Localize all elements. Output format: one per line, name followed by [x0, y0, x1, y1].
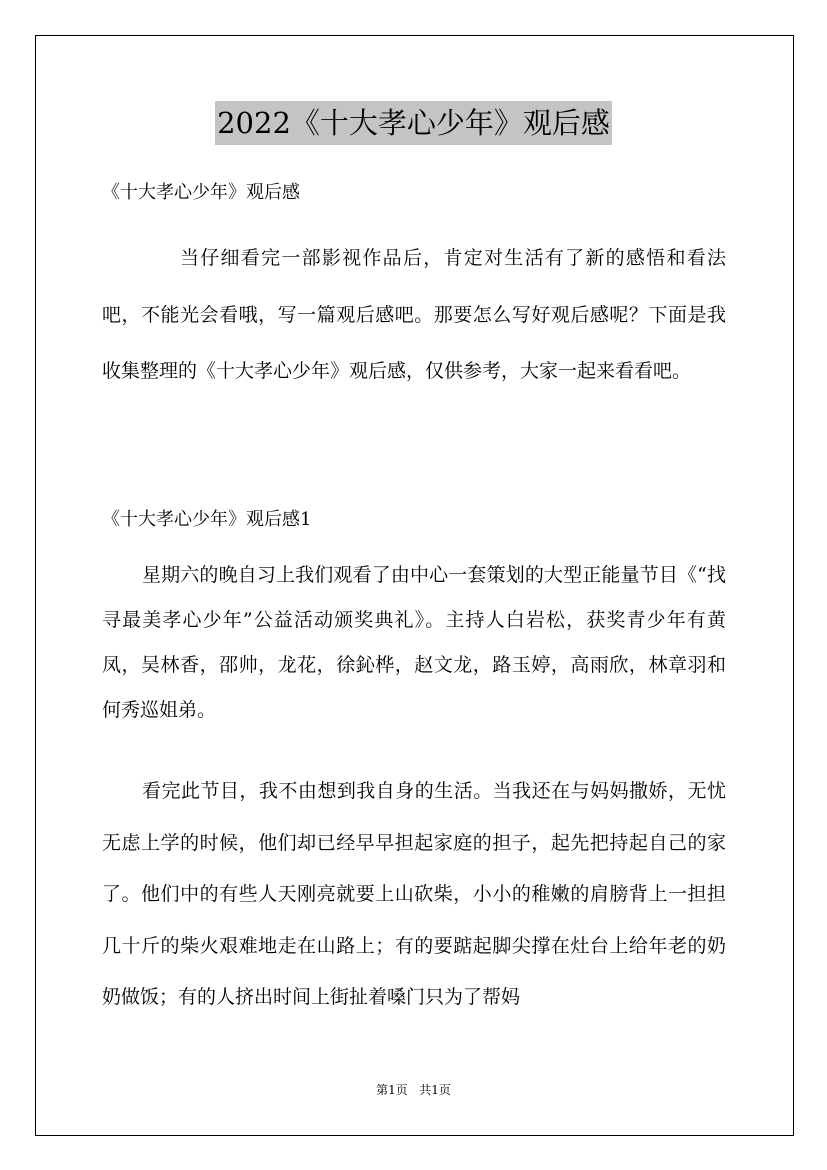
page-number: 第1页 [376, 1083, 408, 1097]
section-heading: 《十大孝心少年》观后感1 [102, 509, 312, 530]
body-paragraph-1: 星期六的晚自习上我们观看了由中心一套策划的大型正能量节目《“找寻最美孝心少年”公益活动颁奖典礼》。主持人白岩松，获奖青少年有黄凤，吴林香，邵帅，龙花，徐鈊桦，赵文龙，路玉婷，高雨欣，林章羽和何秀巡姐弟。 [102, 564, 726, 721]
page-footer [0, 1080, 827, 1100]
page-total: 共1页 [419, 1083, 451, 1097]
document-title: 2022《十大孝心少年》观后感 [215, 101, 612, 145]
document-subtitle: 《十大孝心少年》观后感 [102, 182, 300, 203]
body-paragraph-2: 看完此节目，我不由想到我自身的生活。当我还在与妈妈撒娇，无忧无虑上学的时候，他们却已经早早担起家庭的担子，起先把持起自己的家了。他们中的有些人天刚亮就要上山砍柴，小小的稚嫩的肩膀背上一担担几十斤的柴火艰难地走在山路上；有的要踮起脚尖撑在灶台上给年老的奶奶做饭；有的人挤出时间上街扯着嗓门只为了帮妈 [102, 780, 726, 1008]
intro-paragraph: 当仔细看完一部影视作品后，肯定对生活有了新的感悟和看法吧，不能光会看哦，写一篇观后感吧。那要怎么写好观后感呢？下面是我收集整理的《十大孝心少年》观后感，仅供参考，大家一起来看看吧。 [102, 247, 726, 382]
title-container [0, 101, 827, 145]
